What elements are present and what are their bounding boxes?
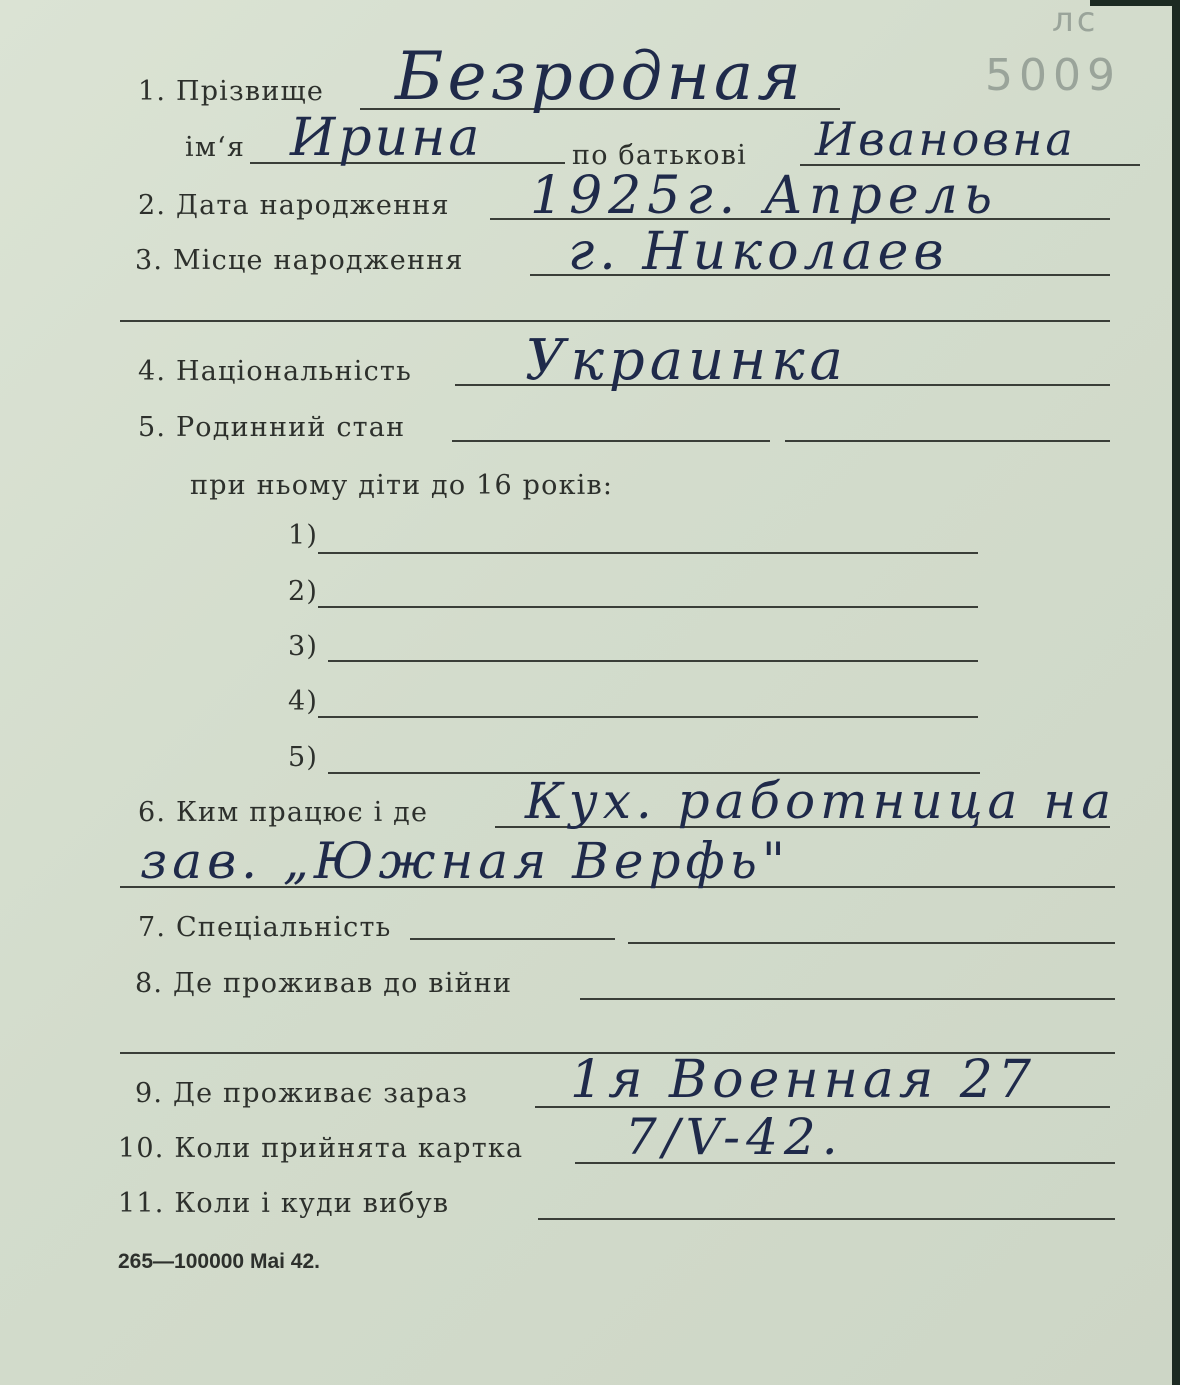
card-accepted-label: 10. Коли прийнята картка [118,1133,524,1164]
children-heading: при ньому діти до 16 років: [190,470,614,501]
child-5-label: 5) [288,742,319,773]
child-3-line [328,660,978,662]
marital-status-label: 5. Родинний стан [138,412,406,443]
name-label: ім‘я [185,132,246,163]
specialty-label: 7. Спеціальність [138,912,392,943]
corner-mark-number: 5009 [985,50,1121,101]
birth-place-line-2 [120,320,1110,322]
child-1-line [318,552,978,554]
birth-place-value: г. Николаев [568,222,949,282]
current-residence-value: 1я Военная 27 [570,1050,1036,1110]
occupation-label: 6. Ким працює і де [138,797,429,828]
occupation-value: Кух. работница на [525,772,1117,830]
card-edge-shadow [1172,0,1180,1385]
nationality-label: 4. Національність [138,356,412,387]
occupation-value-line2: зав. „Южная Верфь" [140,832,790,890]
card-edge-shadow-top [1090,0,1180,6]
surname-label: 1. Прізвище [138,76,325,107]
child-1-label: 1) [288,520,319,551]
child-4-line [318,716,978,718]
marital-status-line-1 [452,440,770,442]
print-footer: 265—100000 Mai 42. [118,1250,320,1273]
birth-date-label: 2. Дата народження [138,190,450,221]
patronymic-label: по батькові [572,140,747,171]
prewar-residence-label: 8. Де проживав до війни [135,968,513,999]
nationality-value: Украинка [525,328,848,393]
card-accepted-value: 7/V-42. [625,1108,844,1166]
corner-mark-top: лс [1052,0,1099,40]
specialty-line-2 [628,942,1115,944]
child-3-label: 3) [288,631,319,662]
name-value: Ирина [290,108,483,168]
birth-date-value: 1925г. Апрель [530,166,999,226]
marital-status-line-2 [785,440,1110,442]
specialty-line-1 [410,938,615,940]
birth-place-label: 3. Місце народження [135,245,464,276]
child-2-line [318,606,978,608]
prewar-residence-line-1 [580,998,1115,1000]
current-residence-label: 9. Де проживає зараз [135,1078,469,1109]
child-4-label: 4) [288,686,319,717]
departure-line [538,1218,1115,1220]
surname-value: Безродная [395,38,805,115]
departure-label: 11. Коли і куди вибув [118,1188,450,1219]
child-2-label: 2) [288,576,319,607]
patronymic-value: Ивановна [815,112,1076,166]
